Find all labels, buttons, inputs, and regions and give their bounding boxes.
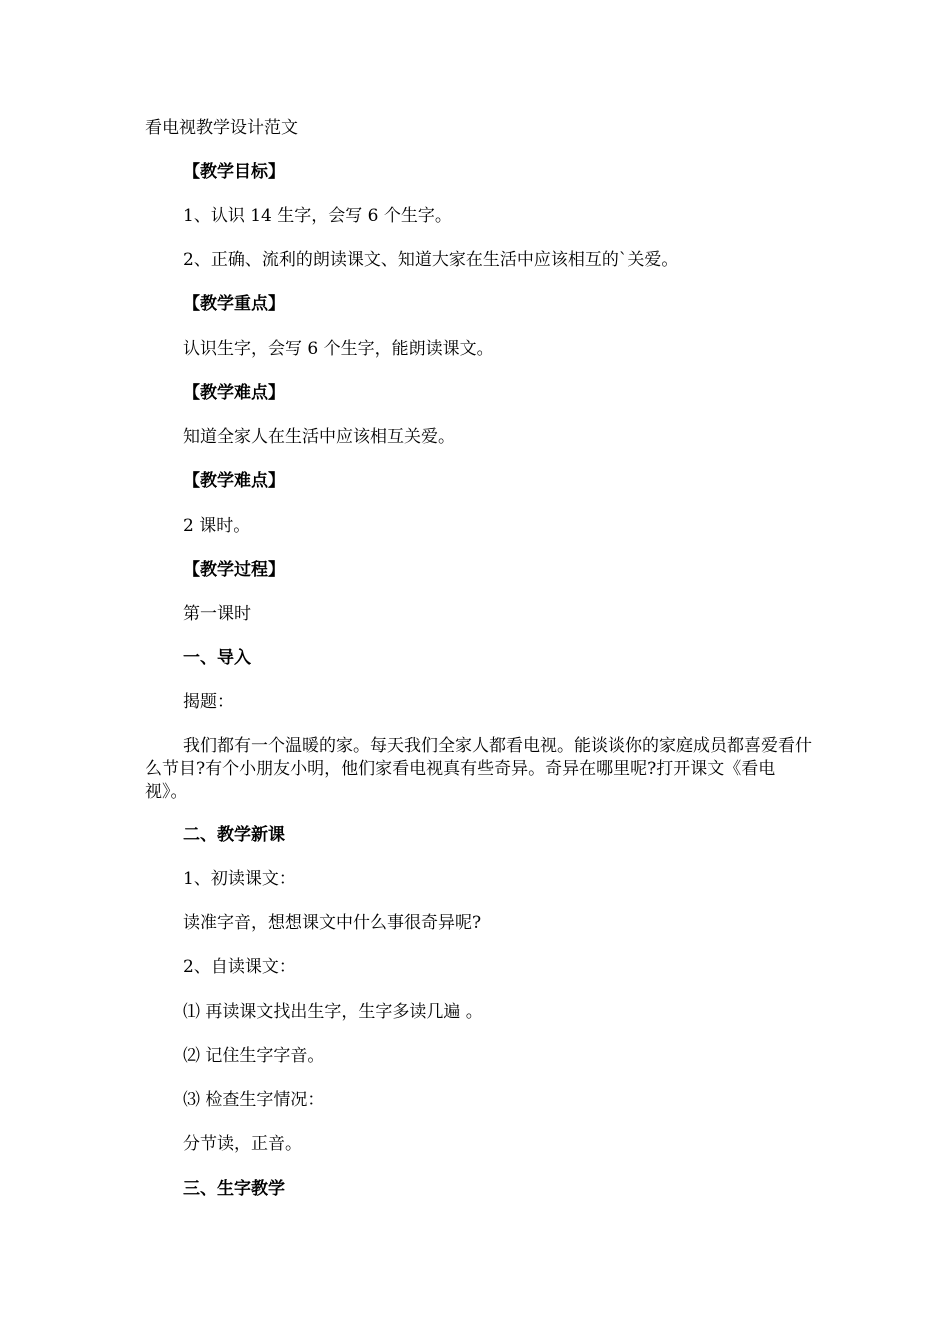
heading-teaching-process: 【教学过程】 bbox=[183, 560, 285, 580]
section-intro-heading: 一、导入 bbox=[183, 648, 251, 668]
class-hours-text: 2 课时。 bbox=[183, 516, 251, 536]
lesson-label: 第一课时 bbox=[183, 604, 251, 624]
intro-paragraph: 我们都有一个温暖的家。每天我们全家人都看电视。能谈谈你的家庭成员都喜爱看什么节目?有个小朋友小明，他们家看电视真有些奇异。奇异在哪里呢?打开课文《看电视》。 bbox=[145, 736, 812, 802]
goal-item-1: 1、认识 14 生字，会写 6 个生字。 bbox=[183, 206, 452, 226]
key-points-text: 认识生字，会写 6 个生字，能朗读课文。 bbox=[183, 339, 494, 359]
heading-key-points: 【教学重点】 bbox=[183, 294, 285, 314]
document-title: 看电视教学设计范文 bbox=[145, 118, 298, 138]
step-first-reading-text: 读准字音，想想课文中什么事很奇异呢? bbox=[183, 913, 482, 933]
step-first-reading: 1、初读课文： bbox=[183, 869, 296, 889]
goal-item-2: 2、正确、流利的朗读课文、知道大家在生活中应该相互的`关爱。 bbox=[183, 250, 679, 270]
reveal-topic-label: 揭题： bbox=[183, 692, 234, 712]
sub-step-1: ⑴ 再读课文找出生字，生字多读几遍 。 bbox=[183, 1002, 483, 1022]
heading-difficulties-2: 【教学难点】 bbox=[183, 471, 285, 491]
sub-step-3: ⑶ 检查生字情况： bbox=[183, 1090, 325, 1110]
heading-teaching-goals: 【教学目标】 bbox=[183, 162, 285, 182]
heading-difficulties: 【教学难点】 bbox=[183, 383, 285, 403]
sub-step-3-text: 分节读，正音。 bbox=[183, 1134, 302, 1154]
difficulties-text: 知道全家人在生活中应该相互关爱。 bbox=[183, 427, 455, 447]
section-new-lesson-heading: 二、教学新课 bbox=[183, 825, 285, 845]
section-characters-heading: 三、生字教学 bbox=[183, 1179, 285, 1199]
step-self-reading: 2、自读课文： bbox=[183, 957, 296, 977]
sub-step-2: ⑵ 记住生字字音。 bbox=[183, 1046, 325, 1066]
